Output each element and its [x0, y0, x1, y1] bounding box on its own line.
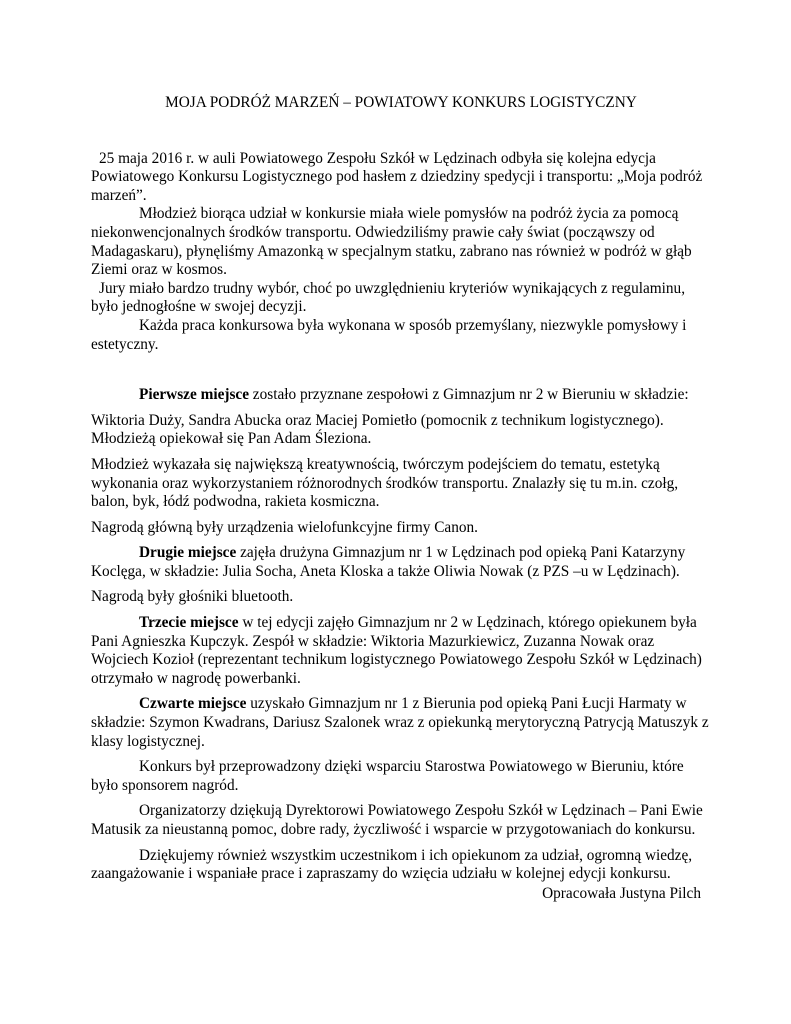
document-title: MOJA PODRÓŻ MARZEŃ – POWIATOWY KONKURS LOGISTYCZNY [165, 94, 637, 111]
second-place-paragraph [91, 544, 711, 581]
first-place-paragraph [91, 386, 711, 405]
third-place-label: Trzecie miejsce [139, 614, 239, 632]
second-place-label: Drugie miejsce [139, 544, 237, 562]
intro-paragraph-1: 25 maja 2016 r. w auli Powiatowego Zespołu Szkół w Lędzinach odbyła się kolejna edycja Powiatowego Konkursu Logistycznego pod hasłem z dziedziny spedycji i transportu: „Moja podróż marzeń”. [91, 149, 703, 204]
closing-paragraph-3: Dziękujemy również wszystkim uczestnikom i ich opiekunom za udział, ogromną wiedzę, zaangażowanie i wspaniałe prace i zapraszamy do wzięcia udziału w kolejnej edycji konkursu. [91, 846, 693, 883]
signature: Opracowała Justyna Pilch [542, 884, 701, 902]
first-place-prize: Nagrodą główną były urządzenia wielofunkcyjne firmy Canon. [91, 518, 478, 536]
fourth-place-paragraph [91, 695, 711, 751]
intro-paragraph-3: Jury miało bardzo trudny wybór, choć po uwzględnieniu kryteriów wynikających z regulaminu, było jednogłośne w swojej decyzji. [91, 279, 686, 316]
fourth-place-text: uzyskało Gimnazjum nr 1 z Bierunia pod opieką Pani Łucji Harmaty w składzie: Szymon Kwadrans, Dariusz Szalonek wraz z opiekunką merytoryczną Patrycją Matuszyk z klasy logistycznej. [91, 695, 709, 750]
first-place-label: Pierwsze miejsce [139, 386, 249, 404]
third-place-text: w tej edycji zajęło Gimnazjum nr 2 w Lędzinach, którego opiekunem była Pani Agnieszka Kupczyk. Zespół w składzie: Wiktoria Mazurkiewicz, Zuzanna Nowak oraz Wojciech Kozioł (reprezentant technikum logistycznego Powiatowego Zespołu Szkół w Lędzinach) otrzymało w nagrodę powerbanki. [91, 614, 702, 687]
second-place-text: zajęła drużyna Gimnazjum nr 1 w Lędzinach pod opieką Pani Katarzyny Koclęga, w składzie: Julia Socha, Aneta Kloska a także Oliwia Nowak (z PZS –u w Lędzinach). [91, 544, 686, 580]
intro-paragraph-4: Każda praca konkursowa była wykonana w sposób przemyślany, niezwykle pomysłowy i estetyczny. [91, 316, 687, 353]
intro-paragraph-2: Młodzież biorąca udział w konkursie miała wiele pomysłów na podróż życia za pomocą niekonwencjonalnych środków transportu. Odwiedziliśmy prawie cały świat (począwszy od Madagaskaru), płynęliśmy Amazonką w specjalnym statku, zabrano nas również w podróż w głąb Ziemi oraz w kosmos. [91, 205, 692, 279]
first-place-text: zostało przyznane zespołowi z Gimnazjum nr 2 w Bieruniu w składzie: [248, 386, 689, 404]
third-place-paragraph [91, 614, 711, 688]
closing-paragraph-2: Organizatorzy dziękują Dyrektorowi Powiatowego Zespołu Szkół w Lędzinach – Pani Ewie Matusik za nieustanną pomoc, dobre rady, życzliwość i wsparcie w przygotowaniach do konkursu. [91, 802, 703, 838]
closing-paragraph-1: Konkurs był przeprowadzony dzięki wsparciu Starostwa Powiatowego w Bieruniu, które było sponsorem nagród. [91, 758, 684, 794]
first-place-description: Młodzież wykazała się największą kreatywnością, twórczym podejściem do tematu, estetyką wykonania oraz wykorzystaniem różnorodnych środków transportu. Znalazły się tu m.in. czołg, balon, byk, łódź podwodna, rakieta kosmiczna. [91, 455, 679, 511]
second-place-prize: Nagrodą były głośniki bluetooth. [91, 588, 294, 606]
document-page [91, 94, 711, 903]
first-place-team: Wiktoria Duży, Sandra Abucka oraz Maciej Pomietło (pomocnik z technikum logistycznego). Młodzieżą opiekował się Pan Adam Śleziona. [91, 411, 664, 448]
fourth-place-label: Czwarte miejsce [139, 695, 247, 713]
